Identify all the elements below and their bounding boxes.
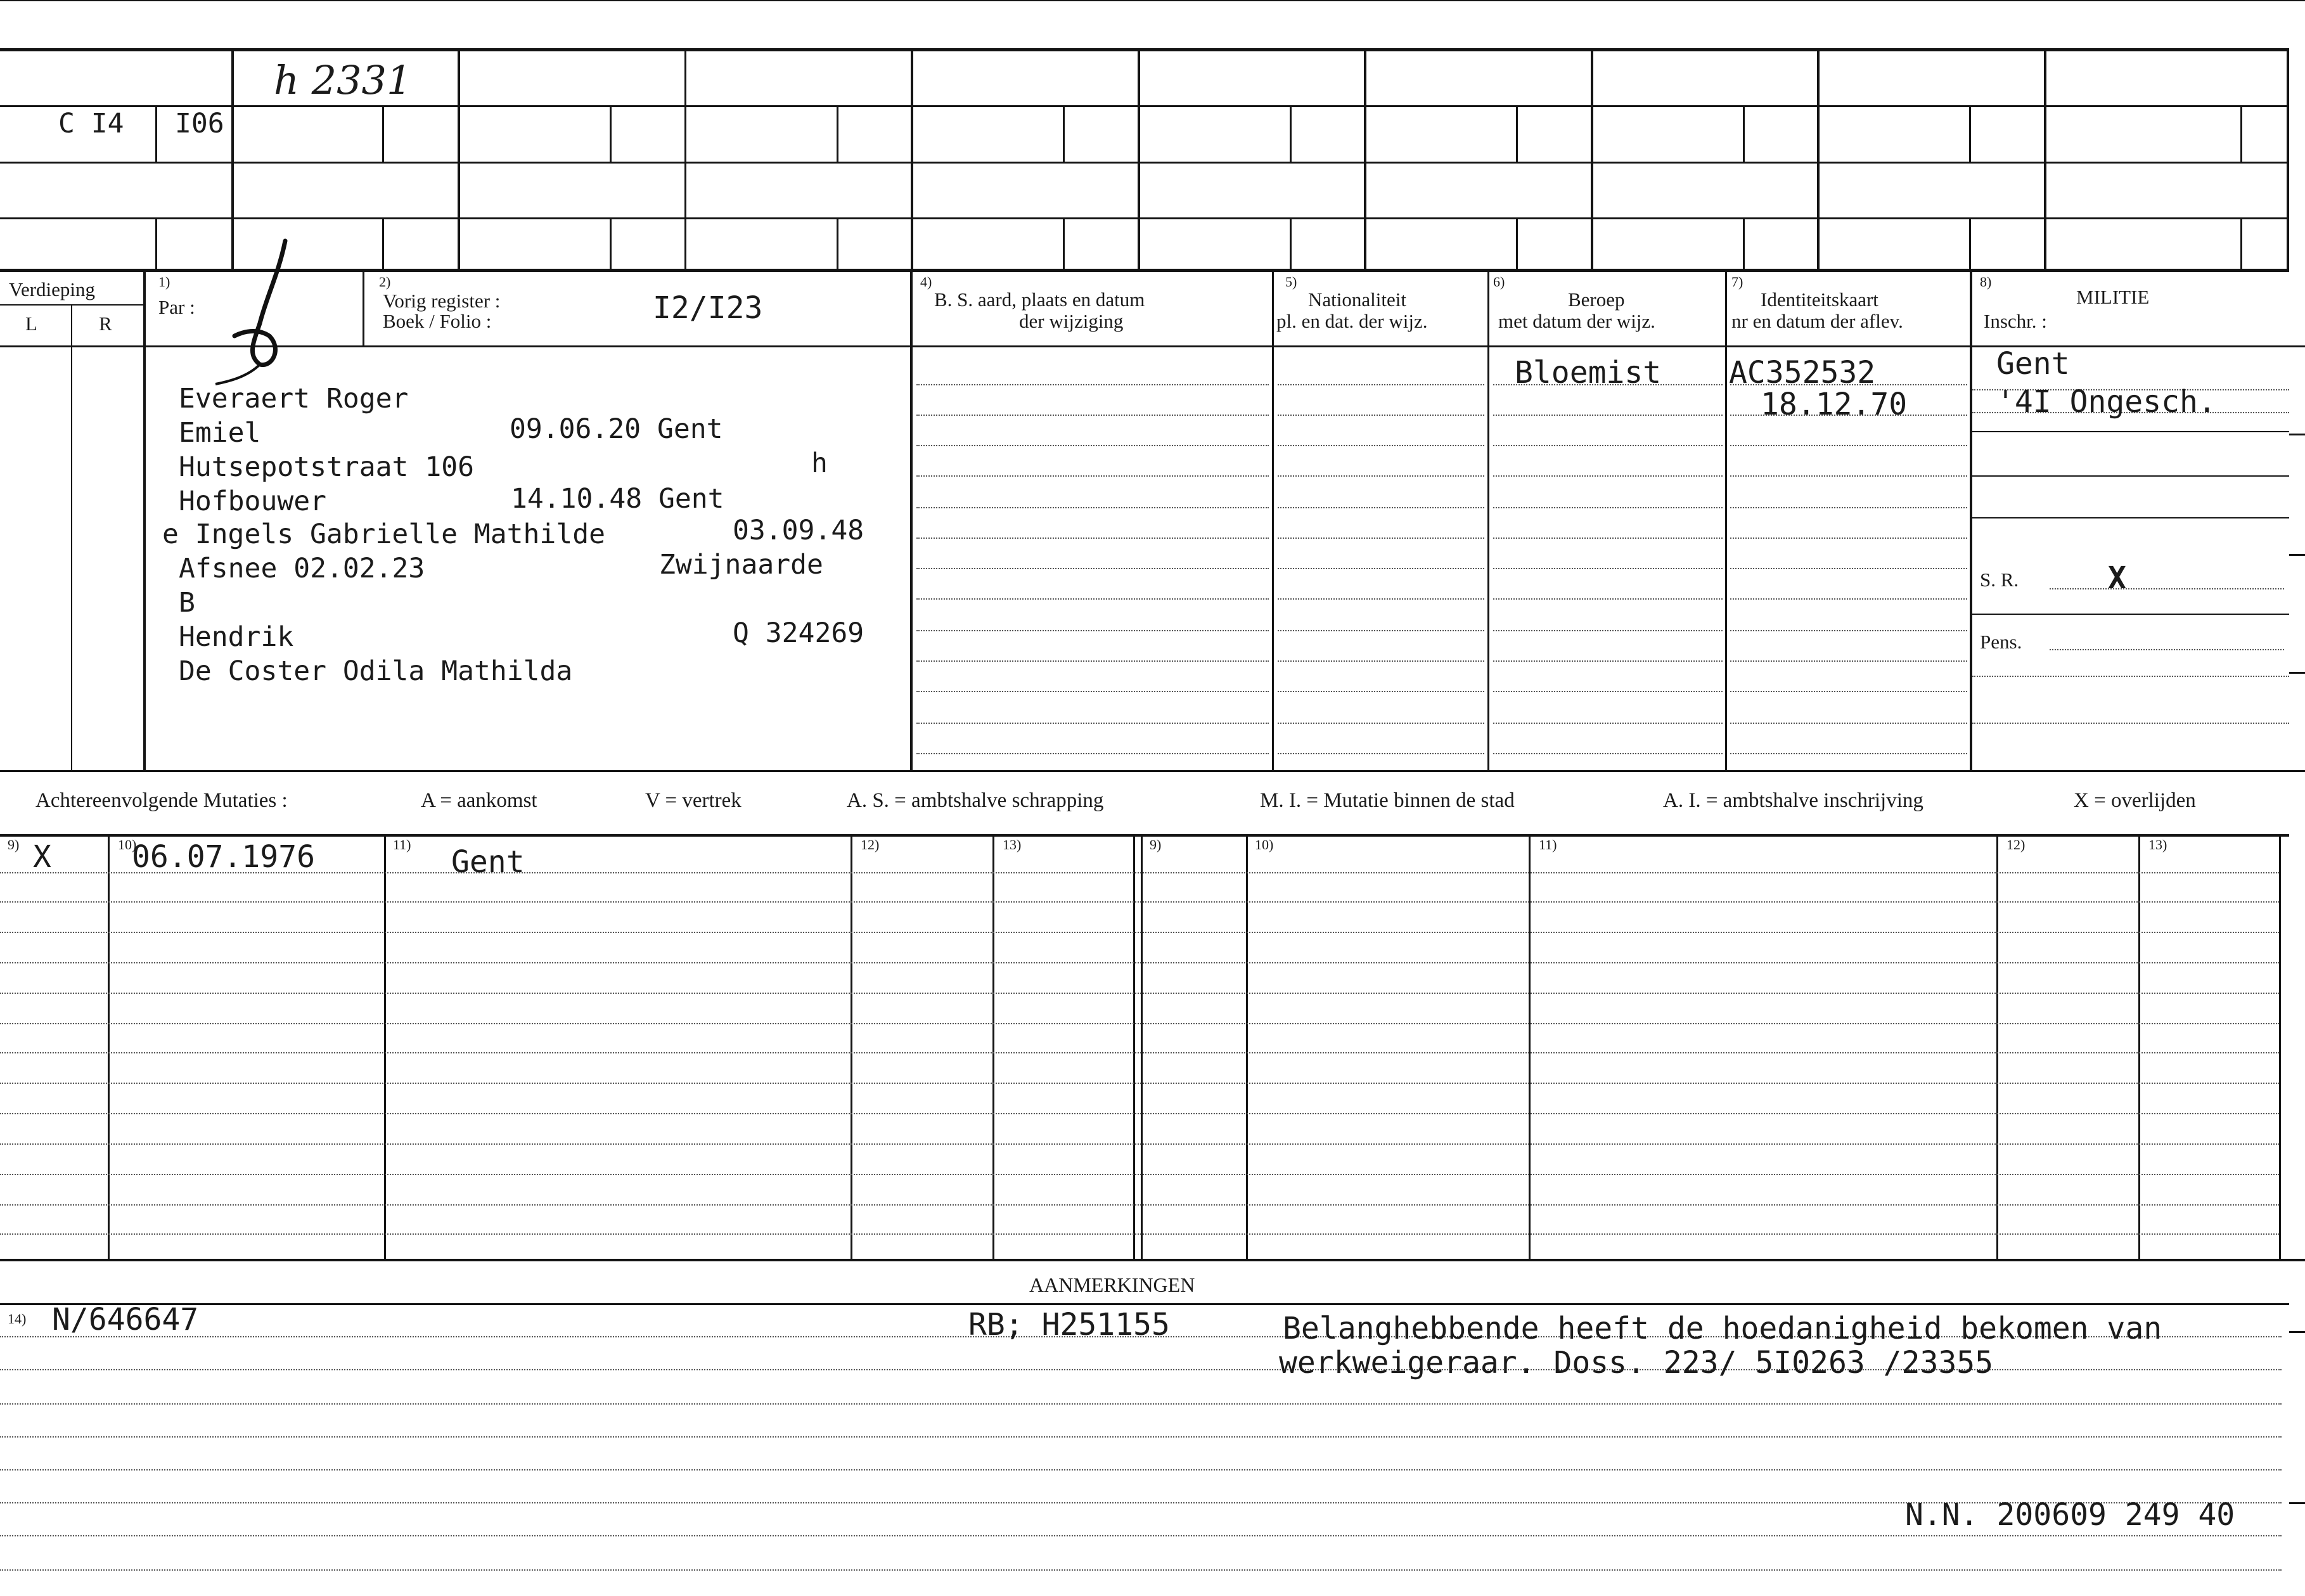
person-line-9: De Coster Odila Mathilda (179, 655, 573, 687)
person-line-5a: e Ingels Gabrielle Mathilde (162, 518, 605, 550)
handwritten-number: h 2331 (274, 57, 412, 103)
identiteitskaart-header-line2: nr en datum der aflev. (1731, 310, 1903, 332)
person-line-7: B (179, 587, 195, 619)
l-label: L (25, 312, 37, 335)
legend-mi: M. I. = Mutatie binnen de stad (1260, 789, 1515, 812)
person-line-4b: 14.10.48 Gent (511, 483, 724, 515)
person-line-3b: h (811, 447, 828, 479)
mut-num-10-left: 10) (118, 837, 137, 853)
mutation-place: Gent (451, 844, 525, 880)
legend-as: A. S. = ambtshalve schrapping (847, 789, 1104, 812)
nationaliteit-header-line1: Nationaliteit (1308, 288, 1406, 311)
num-4: 4) (920, 274, 932, 290)
remarks-title: AANMERKINGEN (1029, 1273, 1195, 1296)
legend-x: X = overlijden (2074, 789, 2196, 812)
person-line-2a: Emiel (179, 417, 261, 449)
id-date-value: 18.12.70 (1761, 387, 1908, 422)
id-number-value: AC352532 (1729, 355, 1876, 390)
legend-a: A = aankomst (421, 789, 537, 812)
mutation-date: 06.07.1976 (132, 839, 315, 875)
identiteitskaart-header-line1: Identiteitskaart (1761, 288, 1878, 311)
num-5: 5) (1285, 274, 1297, 290)
mut-num-13-left: 13) (1003, 837, 1022, 853)
register-value: I2/I23 (653, 290, 763, 326)
person-line-2b: 09.06.20 Gent (510, 413, 723, 445)
mut-num-11-right: 11) (1539, 837, 1557, 853)
remarks-rb: RB; H251155 (968, 1307, 1170, 1342)
sr-value: X (2108, 560, 2126, 596)
par-label: Par : (158, 296, 195, 318)
remarks-text-line1: Belanghebbende heeft de hoedanigheid bekomen van (1283, 1311, 2162, 1346)
num-7: 7) (1731, 274, 1743, 290)
par-scribble-icon (209, 235, 311, 387)
mut-num-10-right: 10) (1255, 837, 1274, 853)
sr-label: S. R. (1980, 569, 2019, 591)
person-line-3a: Hutsepotstraat 106 (179, 451, 474, 483)
nationaliteit-header-line2: pl. en dat. der wijz. (1276, 310, 1428, 332)
pens-label: Pens. (1980, 631, 2022, 653)
boek-folio-label: Boek / Folio : (383, 310, 492, 332)
verdieping-label: Verdieping (9, 278, 96, 300)
num-1: 1) (158, 274, 170, 290)
legend-v: V = vertrek (645, 789, 742, 812)
mut-num-9-left: 9) (8, 837, 20, 853)
militie-place-value: Gent (1996, 346, 2070, 382)
person-line-6b: Zwijnaarde (659, 549, 823, 581)
r-label: R (99, 312, 112, 335)
remarks-num-14: 14) (8, 1311, 27, 1327)
bs-header-line2: der wijziging (1019, 310, 1124, 332)
num-6: 6) (1493, 274, 1505, 290)
mut-num-12-left: 12) (861, 837, 880, 853)
person-line-1: Everaert Roger (179, 383, 409, 415)
legend-title: Achtereenvolgende Mutaties : (35, 789, 288, 812)
legend-ai: A. I. = ambtshalve inschrijving (1663, 789, 1923, 812)
person-line-8a: Hendrik (179, 621, 294, 653)
person-line-6a: Afsnee 02.02.23 (179, 553, 425, 584)
vorig-register-label: Vorig register : (383, 290, 501, 312)
code-num: I06 (175, 108, 224, 139)
beroep-header-line1: Beroep (1568, 288, 1625, 311)
inschr-label: Inschr. : (1984, 310, 2047, 332)
person-line-5b: 03.09.48 (733, 515, 864, 546)
mut-num-11-left: 11) (393, 837, 411, 853)
beroep-value: Bloemist (1515, 355, 1662, 390)
remarks-nr: N/646647 (52, 1302, 199, 1337)
remarks-text-line2: werkweigeraar. Doss. 223/ 5I0263 /23355 (1279, 1345, 1994, 1380)
beroep-header-line2: met datum der wijz. (1498, 310, 1655, 332)
national-number: N.N. 200609 249 40 (1905, 1497, 2235, 1533)
mut-num-9-right: 9) (1150, 837, 1162, 853)
num-8: 8) (1980, 274, 1992, 290)
person-line-4a: Hofbouwer (179, 486, 326, 517)
bs-header-line1: B. S. aard, plaats en datum (934, 288, 1145, 311)
mut-num-13-right: 13) (2148, 837, 2167, 853)
mut-num-12-right: 12) (2006, 837, 2026, 853)
num-2: 2) (379, 274, 391, 290)
code-c: C I4 (58, 108, 124, 139)
militie-header: MILITIE (2076, 286, 2150, 308)
person-line-8b: Q 324269 (733, 617, 864, 649)
militie-class-value: '4I Ongesch. (1996, 384, 2216, 420)
mutation-type: X (33, 839, 51, 875)
